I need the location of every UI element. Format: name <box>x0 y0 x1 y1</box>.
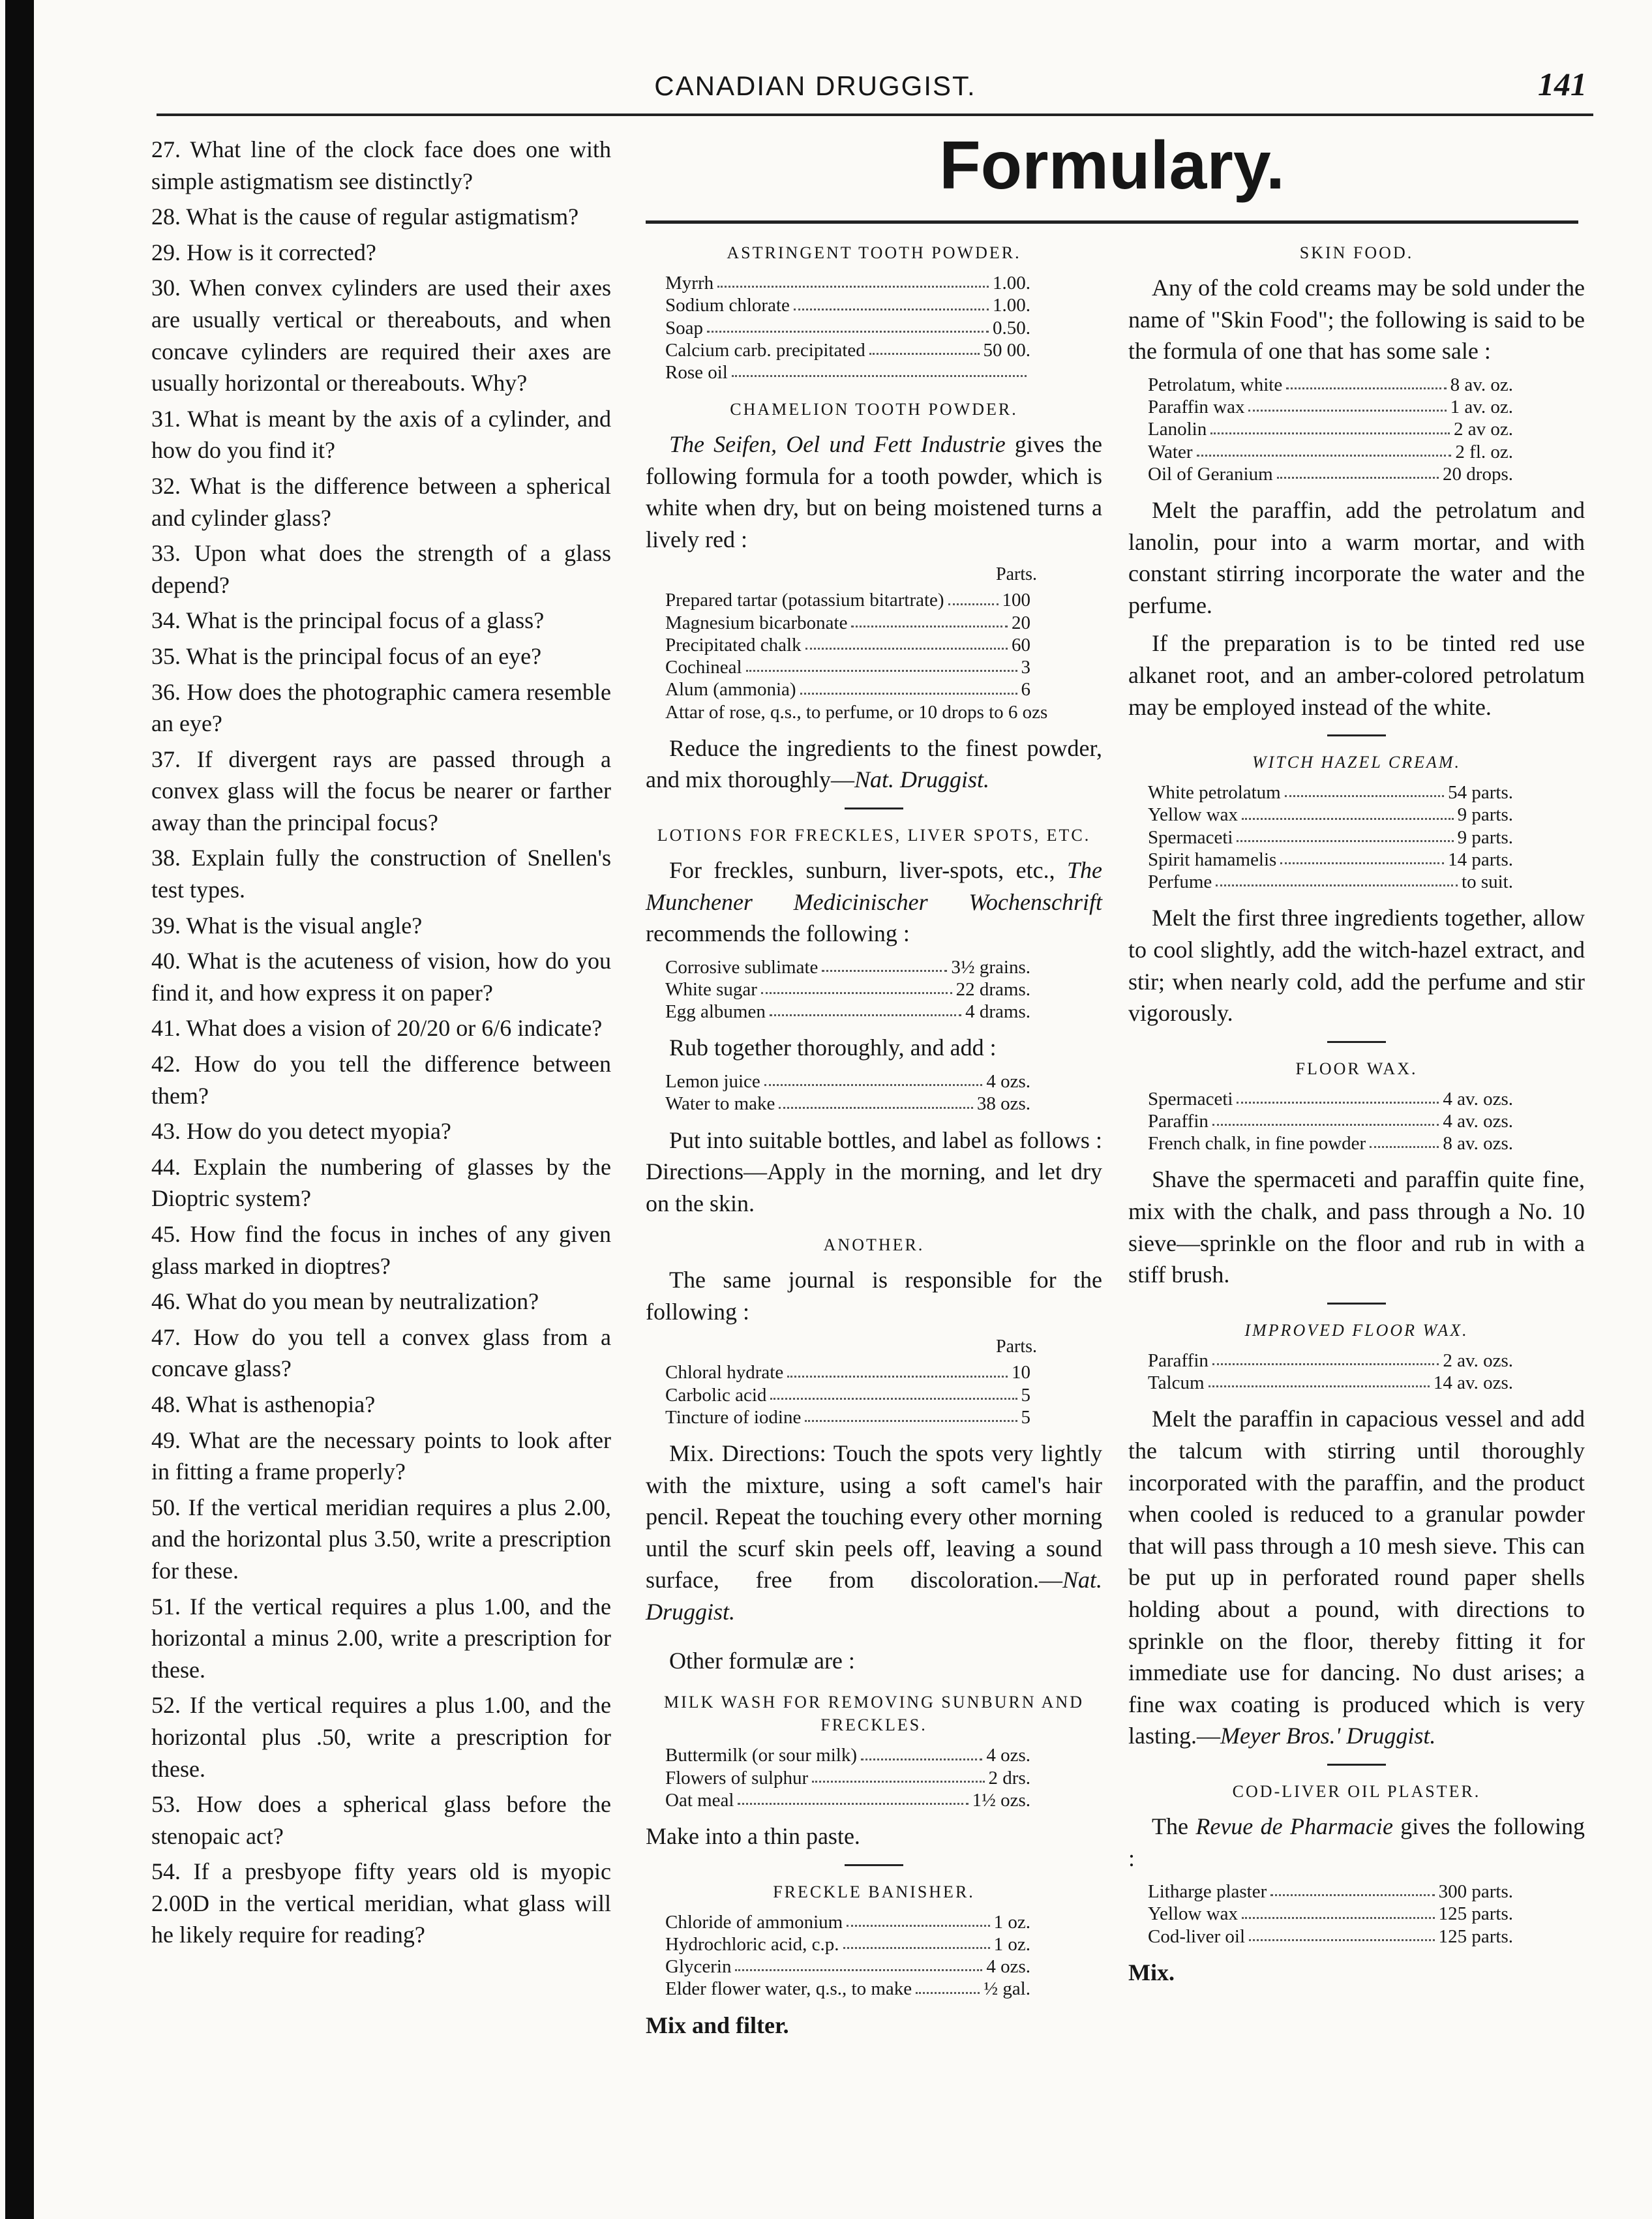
ingredient-row <box>1148 1925 1513 1948</box>
ingredient-table <box>1148 1350 1585 1394</box>
ingredient-amount: 9 parts. <box>1457 804 1513 826</box>
ingredient-amount: 3½ grains. <box>951 956 1030 978</box>
question-item: 39. What is the visual angle? <box>151 912 423 939</box>
ingredient-amount: 2 av oz. <box>1454 419 1513 440</box>
ingredient-name: Cod-liver oil <box>1148 1925 1246 1947</box>
ingredient-row <box>1148 441 1513 463</box>
dot-leader <box>822 956 947 972</box>
paragraph: Melt the paraffin, add the petrolatum and lanolin, pour into a warm mortar, and with constant stirring incorporate the water and the perfume. <box>1128 496 1585 618</box>
text: recommends the following : <box>646 920 910 947</box>
dot-leader <box>770 1384 1017 1400</box>
ingredient-table <box>665 1361 1102 1428</box>
ingredient-name: Myrrh <box>665 273 714 294</box>
ingredient-name: Oil of Geranium <box>1148 463 1273 485</box>
question-item: 29. How is it corrected? <box>151 239 376 265</box>
dot-leader <box>738 1789 968 1805</box>
ingredient-amount: 2 drs. <box>988 1767 1030 1789</box>
section-heading: LOTIONS FOR FRECKLES, LIVER SPOTS, ETC. <box>657 825 1091 845</box>
question-item: 38. Explain fully the construction of Snellen's test types. <box>151 845 611 903</box>
ingredient-name: Oat meal <box>665 1789 734 1811</box>
ingredient-row <box>665 634 1030 656</box>
ingredient-name: Carbolic acid <box>665 1384 767 1406</box>
ingredient-row <box>665 978 1030 1001</box>
ingredient-amount: 14 av. ozs. <box>1433 1372 1513 1394</box>
dot-leader <box>1209 1372 1430 1387</box>
ingredient-amount: 2 av. ozs. <box>1443 1350 1513 1371</box>
ingredient-row <box>665 589 1030 611</box>
paragraph: Rub together thoroughly, and add : <box>669 1034 997 1061</box>
paragraph: Melt the first three ingredients together, allow to cool slightly, add the witch-hazel extract, and stir; when nearly cold, add the perfume and stir vigorously. <box>1128 905 1585 1027</box>
dot-leader <box>1216 871 1458 886</box>
source-title: The Munchener Medicinischer Wochenschrift <box>646 857 1102 915</box>
ingredient-row <box>665 294 1030 316</box>
ingredient-name: Lanolin <box>1148 419 1207 440</box>
ingredient-amount: 125 parts. <box>1438 1925 1513 1947</box>
ingredient-amount: 2 fl. oz. <box>1455 441 1513 462</box>
question-item: 35. What is the principal focus of an eye? <box>151 642 542 669</box>
ingredient-amount: 3 <box>1021 657 1030 678</box>
ingredient-amount: 60 <box>1012 634 1030 656</box>
question-item: 46. What do you mean by neutralization? <box>151 1288 539 1315</box>
question-item: 52. If the vertical requires a plus 1.00, and the horizontal plus .50, write a prescription for these. <box>151 1692 611 1782</box>
ingredient-table <box>665 1744 1102 1811</box>
ingredient-row <box>1148 396 1513 418</box>
dot-leader <box>851 612 1008 627</box>
ingredient-name: Litharge plaster <box>1148 1881 1267 1903</box>
dot-leader <box>1237 826 1453 842</box>
ingredient-row <box>665 1933 1030 1955</box>
dot-leader <box>1280 849 1444 864</box>
ingredient-row <box>1148 804 1513 826</box>
text: For freckles, sunburn, liver-spots, etc., <box>669 857 1067 884</box>
dot-leader <box>779 1093 972 1108</box>
paragraph: Make into a thin paste. <box>646 1823 860 1850</box>
ingredient-amount: 6 <box>1021 679 1030 701</box>
ingredient-row <box>665 612 1030 634</box>
paragraph: Shave the spermaceti and paraffin quite fine, mix with the chalk, and pass through a No. 10 sieve—sprinkle on the floor and rub in with a stiff brush. <box>1128 1166 1585 1288</box>
dot-leader <box>735 1955 982 1971</box>
ingredient-name: Elder flower water, q.s., to make <box>665 1978 912 2000</box>
section-heading: COD-LIVER OIL PLASTER. <box>1232 1781 1481 1801</box>
section-heading: SKIN FOOD. <box>1299 243 1414 262</box>
ingredient-name: Cochineal <box>665 657 742 678</box>
ingredient-row <box>665 1361 1030 1383</box>
dot-leader <box>764 1070 983 1086</box>
text: gives the following : <box>1128 1813 1585 1871</box>
ingredient-amount: 5 <box>1021 1384 1030 1406</box>
ingredient-table <box>665 272 1102 384</box>
question-item: 48. What is asthenopia? <box>151 1391 376 1417</box>
ingredient-amount: 10 <box>1012 1362 1030 1383</box>
ingredient-name: Magnesium bicarbonate <box>665 612 848 633</box>
dot-leader <box>1270 1880 1434 1896</box>
dot-leader <box>717 272 989 288</box>
ingredient-amount: to suit. <box>1462 871 1513 893</box>
paragraph <box>646 429 1102 555</box>
question-item: 40. What is the acuteness of vision, how do you find it, and how express it on paper? <box>151 948 611 1006</box>
ingredient-table <box>665 589 1102 723</box>
ingredient-row <box>1148 1372 1513 1394</box>
ingredient-name: White sugar <box>665 979 757 1001</box>
paragraph: If the preparation is to be tinted red use alkanet root, and an amber-colored petrolatum may be employed instead of the white. <box>1128 630 1585 720</box>
ingredient-table <box>665 1070 1102 1115</box>
section-divider <box>1327 734 1386 736</box>
ingredient-name: Calcium carb. precipitated <box>665 339 865 361</box>
section-heading: ASTRINGENT TOOTH POWDER. <box>727 243 1021 262</box>
paragraph <box>646 732 1102 796</box>
ingredient-row <box>665 1070 1030 1093</box>
dot-leader <box>948 589 999 605</box>
question-item: 53. How does a spherical glass before the stenopaic act? <box>151 1791 611 1849</box>
ingredient-row <box>665 272 1030 294</box>
ingredient-amount: 4 ozs. <box>986 1071 1030 1093</box>
paragraph: The same journal is responsible for the following : <box>646 1267 1102 1325</box>
ingredient-row <box>1148 781 1513 804</box>
dot-leader <box>916 1978 980 1993</box>
question-item: 42. How do you tell the difference between them? <box>151 1051 611 1109</box>
ingredient-name: Precipitated chalk <box>665 634 802 656</box>
questions-column <box>151 134 611 1955</box>
text: Melt the paraffin in capacious vessel and add the talcum with stirring until thoroughly incorporated with the paraffin, and the product when cooled is reduced to a granular powder that will pass through a 10 mesh sieve. This can be put up in perforated round paper shells holding about a pound, with directions to sprinkle on the floor, thereby fitting it for immediate use for dancing. No dust arises; a fine wax coating is produced which is very lasting.— <box>1128 1406 1585 1749</box>
ingredient-name: Corrosive sublimate <box>665 956 818 978</box>
ingredient-row <box>1148 1110 1513 1132</box>
question-item: 45. How find the focus in inches of any given glass marked in dioptres? <box>151 1221 611 1279</box>
ingredient-amount: 20 drops. <box>1443 463 1513 485</box>
ingredient-name: Buttermilk (or sour milk) <box>665 1745 857 1766</box>
question-item: 30. When convex cylinders are used their axes are usually vertical or thereabouts, and when concave cylinders are required their axes are usually horizontal or thereabouts. Why? <box>151 275 611 397</box>
ingredient-name: Talcum <box>1148 1372 1205 1394</box>
paragraph: Mix. <box>1128 1959 1175 1985</box>
dot-leader <box>869 339 980 355</box>
source-citation: Nat. Druggist. <box>646 1567 1102 1625</box>
ingredient-name: Lemon juice <box>665 1071 760 1093</box>
dot-leader <box>770 1001 961 1016</box>
ingredient-row <box>665 956 1030 978</box>
ingredient-amount: 5 <box>1021 1406 1030 1428</box>
section-divider <box>845 808 903 809</box>
ingredient-amount: 1 oz. <box>993 1933 1030 1955</box>
ingredient-row <box>665 1744 1030 1766</box>
ingredient-amount: 8 av. oz. <box>1450 374 1513 395</box>
ingredient-row <box>1148 871 1513 893</box>
ingredient-amount: 1 av. oz. <box>1450 397 1513 418</box>
ingredient-name: Glycerin <box>665 1956 732 1978</box>
ingredient-name: White petrolatum <box>1148 782 1281 804</box>
ingredient-row <box>665 1789 1030 1811</box>
ingredient-row <box>665 1978 1030 2000</box>
dot-leader <box>1285 781 1444 797</box>
dot-leader <box>1197 441 1452 457</box>
ingredient-name: Sodium chlorate <box>665 295 790 316</box>
ingredient-row <box>1148 1903 1513 1925</box>
ingredient-amount: 4 av. ozs. <box>1443 1088 1513 1110</box>
ingredient-name: Tincture of iodine <box>665 1406 802 1428</box>
section-heading: CHAMELION TOOTH POWDER. <box>730 400 1018 419</box>
question-item: 41. What does a vision of 20/20 or 6/6 indicate? <box>151 1015 603 1042</box>
section-heading: MILK WASH FOR REMOVING SUNBURN AND FRECKLES. <box>664 1693 1084 1735</box>
ingredient-name: Rose oil <box>665 361 728 383</box>
ingredient-name: Spirit hamamelis <box>1148 849 1277 870</box>
ingredient-name: Yellow wax <box>1148 1903 1239 1925</box>
ingredient-name: Water <box>1148 441 1193 462</box>
ingredient-name: Soap <box>665 317 703 339</box>
parts-label: Parts. <box>996 564 1037 584</box>
ingredient-row <box>665 1911 1030 1933</box>
question-item: 32. What is the difference between a spherical and cylinder glass? <box>151 472 611 531</box>
dot-leader <box>1242 804 1454 819</box>
dot-leader <box>1237 1088 1439 1104</box>
parts-label: Parts. <box>996 1336 1037 1357</box>
ingredient-name: Egg albumen <box>665 1001 766 1023</box>
ingredient-name: Perfume <box>1148 871 1212 893</box>
question-item: 31. What is meant by the axis of a cylinder, and how do you find it? <box>151 405 611 464</box>
ingredient-name: Alum (ammonia) <box>665 679 796 701</box>
ingredient-amount: 8 av. ozs. <box>1443 1133 1513 1155</box>
ingredient-row <box>1148 1880 1513 1903</box>
title-rule <box>646 220 1578 224</box>
dot-leader <box>1249 1925 1435 1941</box>
ingredient-name: Attar of rose, q.s., to perfume, or 10 drops to 6 ozs <box>665 701 1048 723</box>
section-heading: FLOOR WAX. <box>1295 1059 1418 1078</box>
ingredient-name: Petrolatum, white <box>1148 374 1283 395</box>
paragraph <box>646 1438 1102 1628</box>
formulary-column-2 <box>646 241 1102 2047</box>
ingredient-amount: ½ gal. <box>984 1978 1030 2000</box>
ingredient-row <box>1148 1088 1513 1110</box>
ingredient-amount: 1 oz. <box>993 1911 1030 1933</box>
ingredient-amount: 100 <box>1002 590 1030 611</box>
question-item: 44. Explain the numbering of glasses by the Dioptric system? <box>151 1153 611 1212</box>
ingredient-amount: 20 <box>1012 612 1030 633</box>
question-item: 36. How does the photographic camera resemble an eye? <box>151 678 611 737</box>
question-item: 27. What line of the clock face does one with simple astigmatism see distinctly? <box>151 136 611 194</box>
ingredient-amount: 38 ozs. <box>976 1093 1030 1115</box>
ingredient-row <box>1148 418 1513 440</box>
text: gives the following formula for a tooth powder, which is white when dry, but on being moistened turns a lively red : <box>646 431 1102 553</box>
section-heading: IMPROVED FLOOR WAX. <box>1244 1320 1469 1340</box>
ingredient-amount: 0.50. <box>993 317 1030 339</box>
dot-leader <box>761 978 952 994</box>
question-item: 49. What are the necessary points to look after in fitting a frame properly? <box>151 1426 611 1485</box>
ingredient-name: French chalk, in fine powder <box>1148 1133 1366 1155</box>
page-number: 141 <box>1538 66 1587 102</box>
paragraph: Mix and filter. <box>646 2012 789 2038</box>
ingredient-name: Spermaceti <box>1148 826 1233 848</box>
paragraph: Put into suitable bottles, and label as follows : Directions—Apply in the morning, and let dry on the skin. <box>646 1126 1102 1216</box>
ingredient-name: Paraffin <box>1148 1350 1209 1371</box>
ingredient-amount: 54 parts. <box>1448 782 1513 804</box>
scan-edge-bar <box>5 0 34 2219</box>
dot-leader <box>847 1911 989 1927</box>
question-item: 47. How do you tell a convex glass from a concave glass? <box>151 1323 611 1382</box>
ingredient-table <box>1148 781 1585 893</box>
dot-leader <box>805 1406 1017 1422</box>
ingredient-amount: 1½ ozs. <box>972 1789 1030 1811</box>
text: Reduce the ingredients to the finest powder, and mix thoroughly— <box>646 734 1102 793</box>
dot-leader <box>812 1767 984 1783</box>
text: The <box>1152 1813 1196 1839</box>
ingredient-row <box>665 1767 1030 1789</box>
ingredient-row <box>1148 826 1513 849</box>
question-item: 50. If the vertical meridian requires a plus 2.00, and the horizontal plus 3.50, write a prescription for these. <box>151 1494 611 1584</box>
ingredient-name: Hydrochloric acid, c.p. <box>665 1933 839 1955</box>
ingredient-amount: 4 drams. <box>965 1001 1030 1023</box>
page-title: Formulary. <box>939 128 1285 204</box>
ingredient-row <box>1148 1132 1513 1155</box>
source-citation: Nat. Druggist. <box>854 766 990 793</box>
dot-leader <box>1242 1903 1435 1918</box>
dot-leader <box>1212 1110 1439 1126</box>
ingredient-table <box>1148 1088 1585 1155</box>
question-item: 54. If a presbyope fifty years old is myopic 2.00D in the vertical meridian, what glass will he likely require for reading? <box>151 1858 611 1948</box>
question-item: 33. Upon what does the strength of a glass depend? <box>151 540 611 598</box>
ingredient-amount: 14 parts. <box>1448 849 1513 870</box>
source-citation: Meyer Bros.' Druggist. <box>1220 1723 1436 1749</box>
ingredient-table <box>665 956 1102 1023</box>
dot-leader <box>1277 463 1439 479</box>
dot-leader <box>1370 1132 1439 1148</box>
question-item: 43. How do you detect myopia? <box>151 1118 451 1145</box>
dot-leader <box>843 1933 990 1949</box>
ingredient-row <box>1148 463 1513 485</box>
dot-leader <box>1210 418 1450 434</box>
ingredient-row <box>665 701 1048 723</box>
dot-leader <box>787 1361 1008 1377</box>
ingredient-name: Paraffin <box>1148 1111 1209 1132</box>
ingredient-row <box>665 678 1030 701</box>
paragraph <box>1128 1811 1585 1874</box>
ingredient-row <box>665 1093 1030 1115</box>
ingredient-amount: 125 parts. <box>1438 1903 1513 1925</box>
dot-leader <box>707 317 989 333</box>
source-title: The Seifen, Oel und Fett Industrie <box>669 431 1006 458</box>
ingredient-name: Flowers of sulphur <box>665 1767 809 1789</box>
dot-leader <box>800 678 1017 694</box>
section-heading: ANOTHER. <box>823 1235 925 1255</box>
ingredient-table <box>1148 1880 1585 1948</box>
section-heading: WITCH HAZEL CREAM. <box>1252 753 1462 772</box>
ingredient-amount: 22 drams. <box>955 979 1030 1001</box>
ingredient-row <box>665 1406 1030 1428</box>
ingredient-row <box>1148 1350 1513 1372</box>
question-item: 51. If the vertical requires a plus 1.00, and the horizontal a minus 2.00, write a prescription for these. <box>151 1593 611 1683</box>
ingredient-name: Paraffin wax <box>1148 397 1245 418</box>
ingredient-row <box>665 1384 1030 1406</box>
dot-leader <box>861 1744 982 1760</box>
ingredient-amount: 4 av. ozs. <box>1443 1111 1513 1132</box>
paragraph <box>1128 1403 1585 1752</box>
dot-leader <box>794 294 989 310</box>
ingredient-table <box>665 1911 1102 2000</box>
ingredient-amount: 300 parts. <box>1438 1881 1513 1903</box>
ingredient-row <box>1148 849 1513 871</box>
section-divider <box>1327 1764 1386 1766</box>
ingredient-row <box>665 339 1030 361</box>
ingredient-row <box>1148 374 1513 396</box>
ingredient-amount: 4 ozs. <box>986 1745 1030 1766</box>
text: Mix. Directions: Touch the spots very lightly with the mixture, using a soft camel's hair pencil. Repeat the touching every other morning until the scurf skin peels off, leaving a sound surface, free from discoloration.— <box>646 1440 1102 1593</box>
dot-leader <box>1248 396 1446 412</box>
running-header: CANADIAN DRUGGIST. <box>654 70 976 101</box>
ingredient-amount: 9 parts. <box>1457 826 1513 848</box>
ingredient-name: Chloral hydrate <box>665 1362 784 1383</box>
dot-leader <box>1286 374 1446 389</box>
dot-leader <box>746 656 1017 672</box>
ingredient-name: Spermaceti <box>1148 1088 1233 1110</box>
source-title: Revue de Pharmacie <box>1195 1813 1393 1839</box>
question-item: 37. If divergent rays are passed through a convex glass will the focus be nearer or farther away than the principal focus? <box>151 746 611 836</box>
section-divider <box>1327 1303 1386 1305</box>
ingredient-amount: 1.00. <box>993 273 1030 294</box>
section-divider <box>1327 1041 1386 1043</box>
dot-leader <box>732 361 1027 377</box>
ingredient-name: Chloride of ammonium <box>665 1911 843 1933</box>
question-item: 28. What is the cause of regular astigmatism? <box>151 204 579 230</box>
ingredient-row <box>665 317 1030 339</box>
ingredient-row <box>665 1955 1030 1978</box>
ingredient-row <box>665 1001 1030 1023</box>
ingredient-name: Water to make <box>665 1093 775 1115</box>
paragraph <box>646 854 1102 950</box>
ingredient-amount: 1.00. <box>993 295 1030 316</box>
ingredient-amount: 50 00. <box>983 339 1030 361</box>
paragraph: Any of the cold creams may be sold under the name of "Skin Food"; the following is said to be the formula of one that has some sale : <box>1128 275 1585 365</box>
header-rule <box>157 113 1593 116</box>
ingredient-name: Prepared tartar (potassium bitartrate) <box>665 590 944 611</box>
section-heading: FRECKLE BANISHER. <box>773 1882 975 1901</box>
ingredient-row <box>665 361 1030 384</box>
paragraph: Other formulæ are : <box>669 1647 855 1674</box>
ingredient-row <box>665 656 1030 678</box>
ingredient-table <box>1148 374 1585 485</box>
ingredient-amount: 4 ozs. <box>986 1956 1030 1978</box>
dot-leader <box>1212 1350 1439 1365</box>
section-divider <box>845 1864 903 1866</box>
formulary-column-3 <box>1128 241 1585 1995</box>
dot-leader <box>805 634 1008 650</box>
question-item: 34. What is the principal focus of a glass? <box>151 607 545 634</box>
ingredient-name: Yellow wax <box>1148 804 1239 826</box>
